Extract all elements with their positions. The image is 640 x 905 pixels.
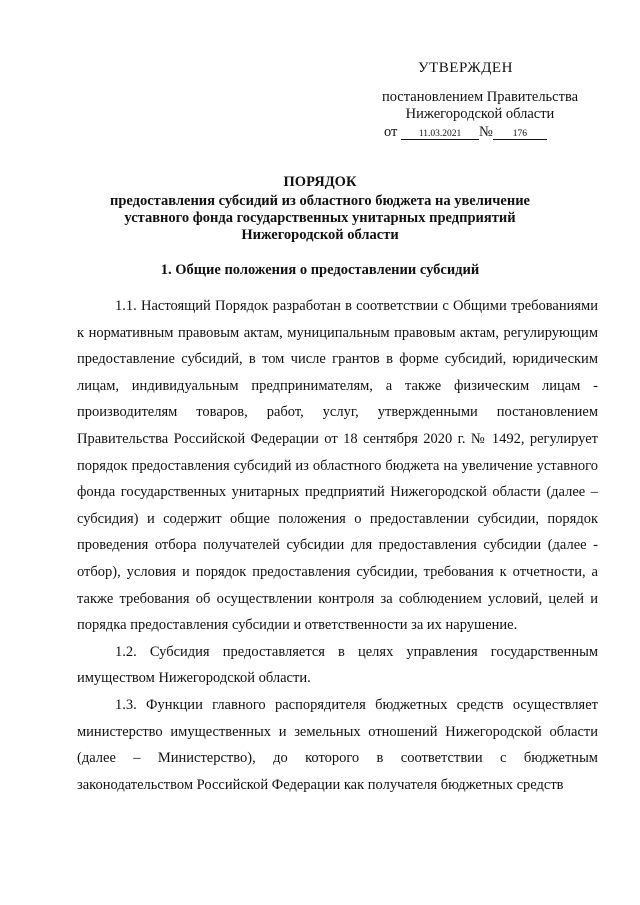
section-heading: 1. Общие положения о предоставлении субсидий (160, 262, 480, 278)
number-label: № (479, 124, 493, 140)
from-label: от (384, 124, 398, 140)
approved-title: УТВЕРЖДЕН (418, 60, 513, 76)
decree-line-2: Нижегородской области (405, 106, 555, 122)
paragraph-1-2: 1.2. Субсидия предоставляется в целях управления государственным имуществом Нижегородской области. (77, 643, 598, 687)
decree-number: 176 (493, 129, 547, 140)
paragraph-1-1: 1.1. Настоящий Порядок разработан в соответствии с Общими требованиями к нормативным правовым актам, муниципальным правовым актам, регулирующим предоставление субсидий, в том числе грантов в форме субсидий, юридическим лицам, индивидуальным предпринимателям, а также физическим лицам - производителям товаров, работ, услуг, утвержденными постановлением Правительства Российской Федерации от 18 сентября 2020 г. № 1492, регулирует порядок предоставления субсидий из областного бюджета на увеличение уставного фонда государственных унитарных предприятий Нижегородской области (далее – субсидия) и содержит общие положения о предоставлении субсидии, порядок проведения отбора получателей субсидии для предоставления субсидии (далее - отбор), условия и порядок предоставления субсидии, требования к отчетности, а также требования об осуществлении контроля за соблюдением условий, целей и порядка предоставления субсидии и ответственности за их нарушение. (77, 298, 598, 634)
document-body (77, 293, 598, 798)
document-subtitle-line-2: уставного фонда государственных унитарных предприятий (124, 210, 516, 226)
document-subtitle-line-3: Нижегородской области (241, 227, 399, 243)
decree-date-number (384, 124, 547, 141)
decree-line-1: постановлением Правительства (381, 89, 579, 105)
document-subtitle-line-1: предоставления субсидий из областного бюджета на увеличение (110, 193, 530, 209)
paragraph-1-3: 1.3. Функции главного распорядителя бюджетных средств осуществляет министерство имущественных и земельных отношений Нижегородской области (далее – Министерство), до которого в соответствии с бюджетным законодательством Российской Федерации как получателя бюджетных средств (77, 696, 598, 793)
decree-date: 11.03.2021 (401, 129, 479, 140)
document-title: ПОРЯДОК (283, 174, 357, 190)
